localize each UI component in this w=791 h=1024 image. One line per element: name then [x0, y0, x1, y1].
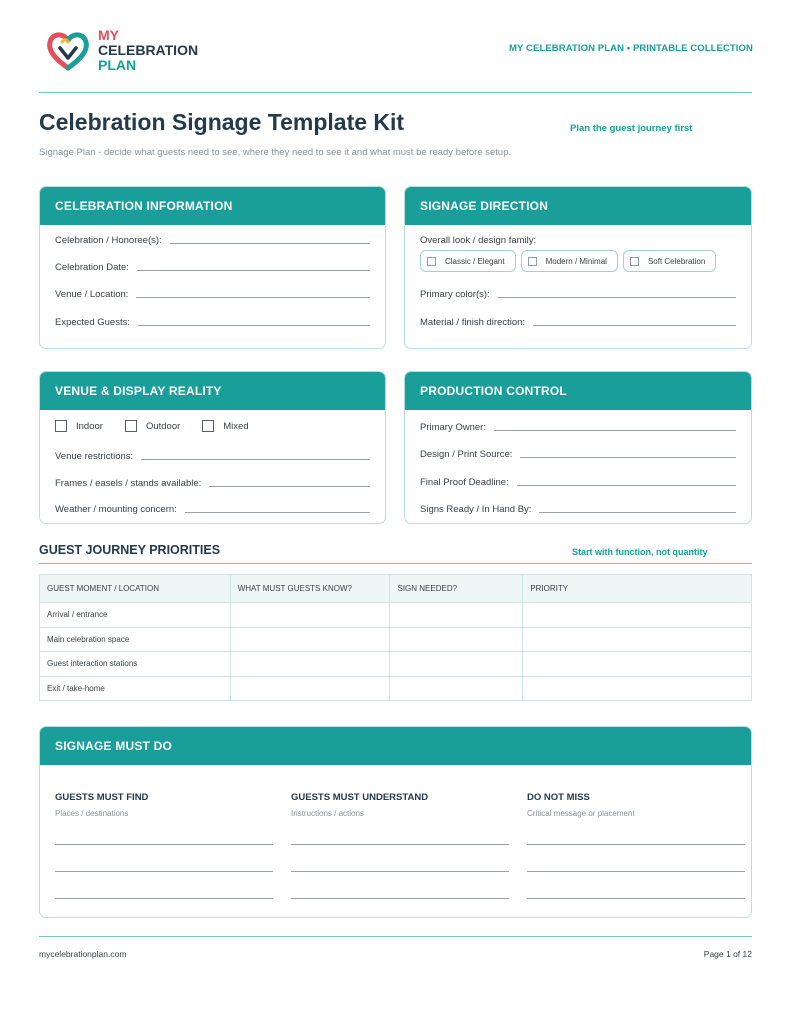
- option-label: Outdoor: [145, 420, 181, 432]
- field-frames[interactable]: [55, 478, 370, 489]
- fill-line[interactable]: [137, 270, 370, 271]
- logo-word-plan: PLAN: [98, 57, 137, 73]
- fill-line[interactable]: [520, 457, 736, 458]
- table-row: [40, 603, 752, 628]
- table-cell[interactable]: [390, 603, 523, 628]
- column-header: PRIORITY: [523, 575, 752, 603]
- guest-journey-table: [39, 574, 752, 701]
- table-row: [40, 652, 752, 677]
- table-cell[interactable]: [230, 603, 390, 628]
- checkbox-icon[interactable]: [427, 257, 436, 266]
- option-outdoor[interactable]: [125, 420, 180, 432]
- fill-line[interactable]: [498, 297, 736, 298]
- journey-divider: [39, 563, 752, 564]
- option-mixed[interactable]: [202, 420, 248, 432]
- venue-display-card: [39, 371, 386, 524]
- option-label: Indoor: [76, 420, 103, 432]
- signage-direction-card: [404, 186, 752, 349]
- footer-page-number: Page 1 of 12: [703, 949, 752, 959]
- field-venue-restrictions[interactable]: [55, 451, 370, 462]
- do-not-miss-column: [527, 792, 745, 818]
- page-subtitle: Signage Plan - decide what guests need to see, where they need to see it and what must be ready before setup.: [39, 147, 512, 158]
- option-label: Modern / Minimal: [545, 256, 607, 266]
- title-side-note: Plan the guest journey first: [570, 123, 693, 134]
- column-header: SIGN NEEDED?: [390, 575, 523, 603]
- fill-line[interactable]: [138, 325, 370, 326]
- option-soft-celebration[interactable]: [623, 250, 716, 272]
- table-cell: Exit / take-home: [40, 676, 231, 701]
- table-cell[interactable]: [230, 676, 390, 701]
- field-label: Material / finish direction:: [420, 317, 526, 328]
- table-header-row: [40, 575, 752, 603]
- fill-line[interactable]: [533, 325, 736, 326]
- field-label: Frames / easels / stands available:: [55, 478, 202, 489]
- must-understand-column: [291, 792, 509, 818]
- checkbox-icon[interactable]: [55, 420, 67, 432]
- header-divider: [39, 92, 752, 93]
- card-heading: PRODUCTION CONTROL: [405, 372, 751, 410]
- fill-line[interactable]: [539, 512, 736, 513]
- card-heading: VENUE & DISPLAY REALITY: [40, 372, 385, 410]
- fill-line[interactable]: [527, 871, 745, 872]
- fill-line[interactable]: [55, 871, 273, 872]
- card-heading: SIGNAGE MUST DO: [40, 727, 751, 765]
- field-date[interactable]: [55, 262, 370, 273]
- header-collection-label: MY CELEBRATION PLAN • PRINTABLE COLLECTION: [509, 43, 753, 54]
- field-label: Signs Ready / In Hand By:: [420, 504, 532, 515]
- journey-heading: GUEST JOURNEY PRIORITIES: [39, 543, 221, 557]
- option-label: Mixed: [223, 420, 249, 432]
- table-cell[interactable]: [523, 603, 752, 628]
- field-weather[interactable]: [55, 504, 370, 515]
- card-heading: CELEBRATION INFORMATION: [40, 187, 385, 225]
- option-indoor[interactable]: [55, 420, 103, 432]
- table-cell: Main celebration space: [40, 627, 231, 652]
- card-heading: SIGNAGE DIRECTION: [405, 187, 751, 225]
- table-cell[interactable]: [390, 652, 523, 677]
- table-cell: Guest interaction stations: [40, 652, 231, 677]
- field-venue[interactable]: [55, 289, 370, 300]
- fill-line[interactable]: [55, 898, 273, 899]
- fill-line[interactable]: [170, 243, 370, 244]
- field-label: Final Proof Deadline:: [420, 477, 509, 488]
- heart-logo-icon: [44, 28, 92, 76]
- field-label: Celebration / Honoree(s):: [55, 235, 162, 246]
- look-label-row: [420, 235, 736, 246]
- logo-word-celebration: CELEBRATION: [98, 42, 199, 58]
- fill-line[interactable]: [517, 485, 736, 486]
- option-modern-minimal[interactable]: [521, 250, 618, 272]
- fill-line[interactable]: [494, 430, 736, 431]
- table-cell[interactable]: [523, 627, 752, 652]
- field-signs-ready[interactable]: [420, 504, 736, 515]
- table-cell[interactable]: [523, 652, 752, 677]
- page-title: Celebration Signage Template Kit: [39, 109, 405, 135]
- footer-website[interactable]: mycelebrationplan.com: [39, 949, 127, 959]
- fill-line[interactable]: [209, 486, 370, 487]
- column-subtitle: Places / destinations: [55, 809, 129, 818]
- checkbox-icon[interactable]: [630, 257, 639, 266]
- field-guests[interactable]: [55, 317, 370, 328]
- field-label: Celebration Date:: [55, 262, 129, 273]
- field-primary-owner[interactable]: [420, 422, 736, 433]
- brand-logo: [44, 28, 214, 78]
- fill-line[interactable]: [291, 871, 509, 872]
- table-cell[interactable]: [523, 676, 752, 701]
- table-cell[interactable]: [230, 627, 390, 652]
- field-proof-deadline[interactable]: [420, 477, 736, 488]
- field-label: Design / Print Source:: [420, 449, 513, 460]
- checkbox-icon[interactable]: [125, 420, 137, 432]
- field-material[interactable]: [420, 317, 736, 328]
- field-label: Weather / mounting concern:: [55, 504, 177, 515]
- column-title: DO NOT MISS: [527, 792, 590, 803]
- option-label: Soft Celebration: [647, 256, 706, 266]
- field-label: Primary Owner:: [420, 422, 486, 433]
- field-honoree[interactable]: [55, 235, 370, 246]
- production-control-card: [404, 371, 752, 524]
- table-cell[interactable]: [390, 627, 523, 652]
- design-family-options: [420, 250, 721, 272]
- fill-line[interactable]: [141, 459, 370, 460]
- fill-line[interactable]: [136, 297, 370, 298]
- fill-line[interactable]: [527, 898, 745, 899]
- checkbox-icon[interactable]: [202, 420, 214, 432]
- table-row: [40, 627, 752, 652]
- column-title: GUESTS MUST FIND: [55, 792, 149, 803]
- fill-line[interactable]: [291, 898, 509, 899]
- footer-divider: [39, 936, 752, 937]
- checkbox-icon[interactable]: [528, 257, 537, 266]
- signage-must-do-card: [39, 726, 752, 918]
- journey-side-note: Start with function, not quantity: [572, 547, 708, 557]
- option-label: Classic / Elegant: [445, 256, 505, 266]
- must-find-column: [55, 792, 273, 818]
- field-label: Venue / Location:: [55, 289, 129, 300]
- celebration-information-card: [39, 186, 386, 349]
- table-cell[interactable]: [390, 676, 523, 701]
- column-header: GUEST MOMENT / LOCATION: [40, 575, 231, 603]
- column-subtitle: Critical message or placement: [527, 809, 635, 818]
- table-cell: Arrival / entrance: [40, 603, 231, 628]
- table-cell[interactable]: [230, 652, 390, 677]
- field-print-source[interactable]: [420, 449, 736, 460]
- fill-line[interactable]: [527, 844, 745, 845]
- logo-wordmark: [98, 28, 198, 73]
- field-primary-colors[interactable]: [420, 289, 736, 300]
- field-label: Expected Guests:: [55, 317, 130, 328]
- fill-line[interactable]: [55, 844, 273, 845]
- column-title: GUESTS MUST UNDERSTAND: [291, 792, 429, 803]
- field-label: Overall look / design family:: [420, 235, 537, 246]
- column-header: WHAT MUST GUESTS KNOW?: [230, 575, 390, 603]
- option-classic-elegant[interactable]: [420, 250, 516, 272]
- fill-line[interactable]: [185, 512, 370, 513]
- column-subtitle: Instructions / actions: [291, 809, 364, 818]
- table-row: [40, 676, 752, 701]
- fill-line[interactable]: [291, 844, 509, 845]
- field-label: Venue restrictions:: [55, 451, 134, 462]
- venue-type-options: [55, 420, 271, 432]
- logo-word-my: MY: [98, 27, 119, 43]
- field-label: Primary color(s):: [420, 289, 490, 300]
